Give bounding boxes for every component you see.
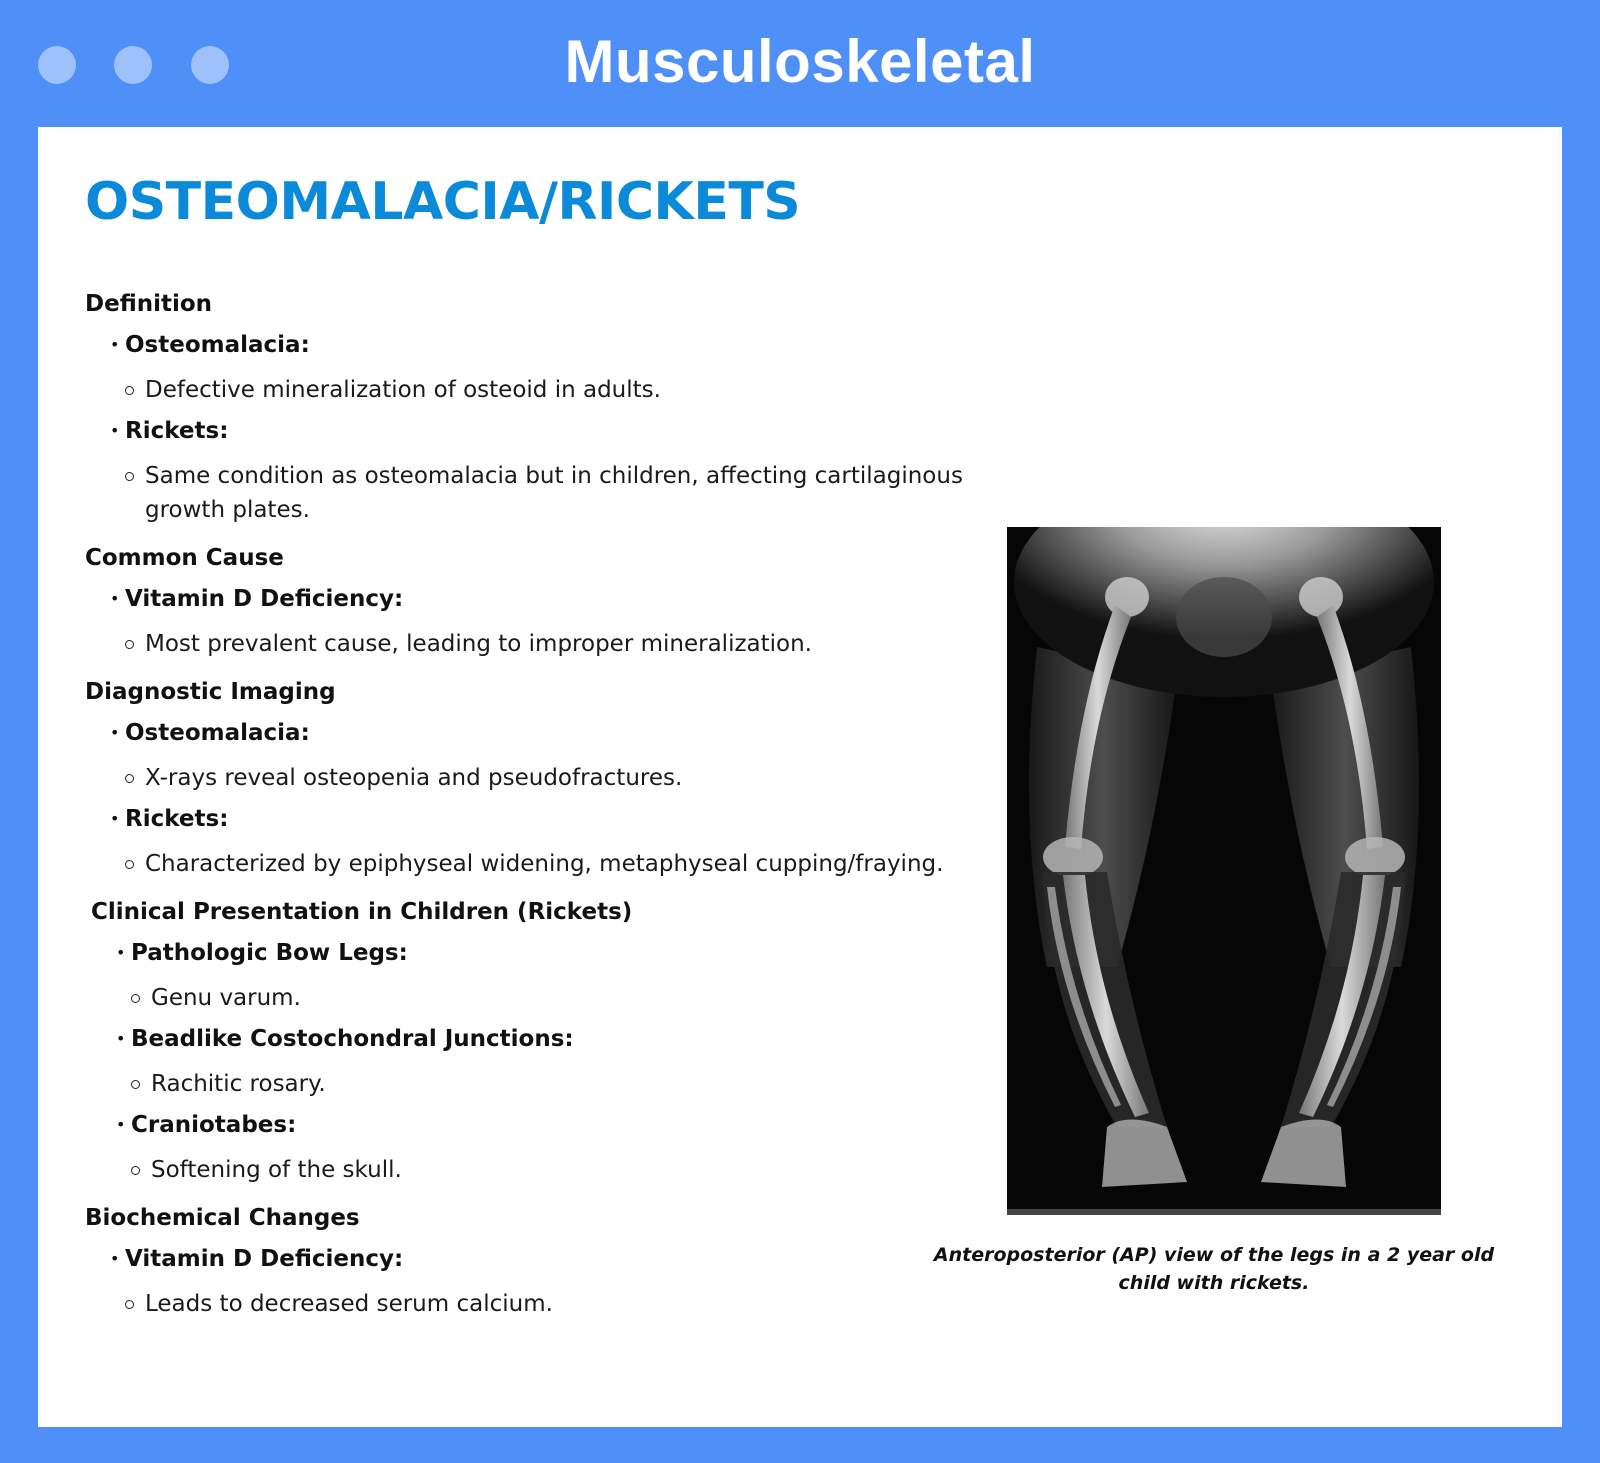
sub-bullet-description: Defective mineralization of osteoid in adults. bbox=[145, 373, 965, 407]
section-heading: Biochemical Changes bbox=[85, 1205, 360, 1231]
xray-illustration bbox=[1007, 527, 1441, 1215]
sub-bullet-description: X-rays reveal osteopenia and pseudofractures. bbox=[145, 761, 965, 795]
sub-bullet-description: Most prevalent cause, leading to improper mineralization. bbox=[145, 627, 965, 661]
section-heading: Common Cause bbox=[85, 545, 284, 571]
sub-bullet-description: Rachitic rosary. bbox=[151, 1067, 965, 1101]
bullet-term: • Beadlike Costochondral Junctions: bbox=[131, 1022, 965, 1056]
section-diagnostic-imaging bbox=[85, 675, 965, 881]
app-title: Musculoskeletal bbox=[564, 28, 1036, 95]
bullet-term: • Osteomalacia: bbox=[125, 328, 965, 362]
document-body bbox=[85, 287, 965, 1335]
bullet-term: • Craniotabes: bbox=[131, 1108, 965, 1142]
sub-bullet-description: Characterized by epiphyseal widening, metaphyseal cupping/fraying. bbox=[145, 847, 965, 881]
bullet-term: • Vitamin D Deficiency: bbox=[125, 582, 965, 616]
window-titlebar bbox=[0, 0, 1600, 127]
bullet-term: • Osteomalacia: bbox=[125, 716, 965, 750]
bullet-term: • Rickets: bbox=[125, 414, 965, 448]
figure bbox=[924, 527, 1504, 1297]
bullet-term: • Pathologic Bow Legs: bbox=[131, 936, 965, 970]
sub-bullet-description: Softening of the skull. bbox=[151, 1153, 965, 1187]
section-heading: Diagnostic Imaging bbox=[85, 679, 336, 705]
section-biochemical-changes bbox=[85, 1201, 965, 1321]
document-title: OSTEOMALACIA/RICKETS bbox=[85, 172, 801, 232]
xray-image bbox=[1007, 527, 1441, 1215]
sub-bullet-description: Leads to decreased serum calcium. bbox=[145, 1287, 965, 1321]
document-panel bbox=[38, 127, 1562, 1427]
sub-bullet-description: Same condition as osteomalacia but in children, affecting cartilaginous growth plates. bbox=[145, 459, 965, 527]
sub-bullet-description: Genu varum. bbox=[151, 981, 965, 1015]
section-heading: Definition bbox=[85, 291, 213, 317]
section-common-cause bbox=[85, 541, 965, 661]
figure-caption: Anteroposterior (AP) view of the legs in a 2 year old child with rickets. bbox=[933, 1244, 1495, 1294]
section-definition bbox=[85, 287, 965, 527]
bullet-term: • Rickets: bbox=[125, 802, 965, 836]
section-clinical-presentation bbox=[91, 895, 965, 1187]
bullet-term: • Vitamin D Deficiency: bbox=[125, 1242, 965, 1276]
window-bottom-frame bbox=[0, 1427, 1600, 1463]
section-heading: Clinical Presentation in Children (Rickets) bbox=[91, 899, 633, 925]
